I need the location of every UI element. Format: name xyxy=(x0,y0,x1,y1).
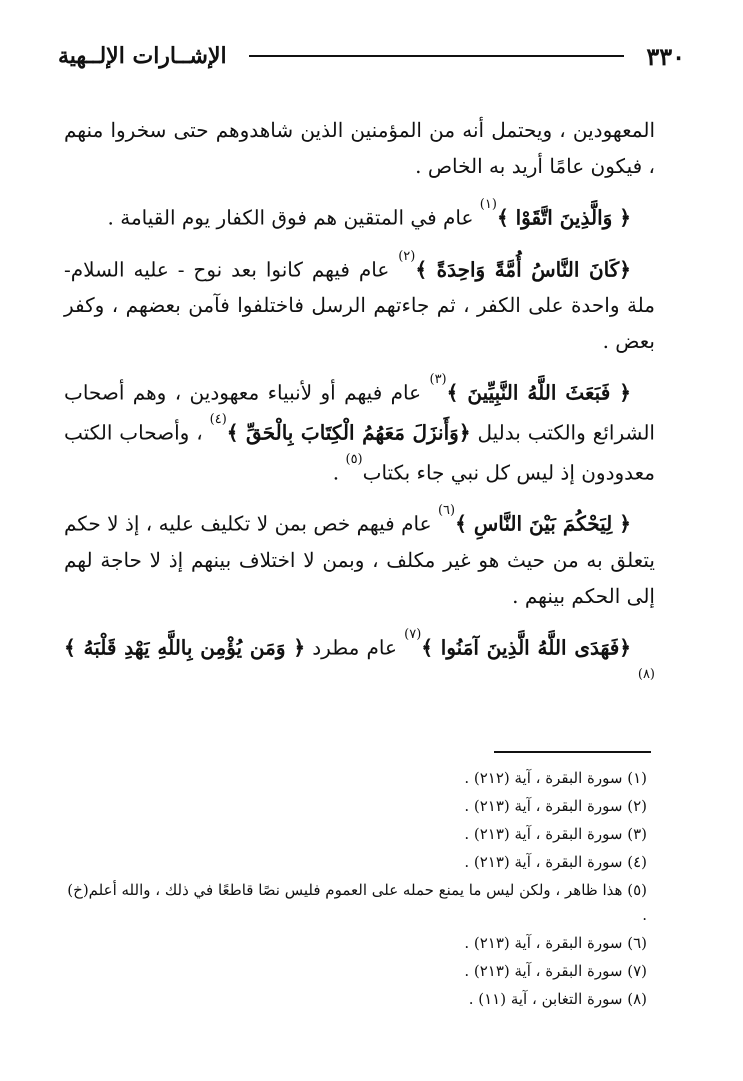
footnote-8: (٨) سورة التغابن ، آية (١١) . xyxy=(468,990,647,1008)
quran-verse: ﴿وَأَنزَلَ مَعَهُمُ الْكِتَابَ بِالْحَقِّ ﴾ xyxy=(226,420,471,445)
footnote-ref: (٣) xyxy=(429,372,447,388)
footnote-3: (٣) سورة البقرة ، آية (٢١٣) . xyxy=(464,825,647,843)
paragraph-1: المعهودين ، ويحتمل أنه من المؤمنين الذين شاهدوهم حتى سخروا منهم ، فيكون عامًا أريد به الخاص . xyxy=(64,118,655,178)
footnote-ref: (٤) xyxy=(209,411,227,427)
quran-verse: ﴿فَهَدَى اللَّهُ الَّذِينَ آمَنُوا ﴾ xyxy=(421,635,631,660)
paragraph-4 xyxy=(64,371,655,490)
footnote-ref: (٧) xyxy=(404,626,422,642)
footnote-ref: (٦) xyxy=(437,503,456,519)
paragraph-6 xyxy=(64,626,655,705)
header-rule xyxy=(249,55,625,57)
paragraph-text: عام فيهم كانوا بعد نوح - عليه السلام- ملة واحدة على الكفر ، ثم جاءتهم الرسل فاختلفوا فآمن بعضهم ، وكفر بعض . xyxy=(64,257,655,354)
footnote-5: (٥) هذا ظاهر ، ولكن ليس ما يمنع حمله على العموم فليس نصًا قاطعًا في ذلك ، والله أعلم(خ) . xyxy=(67,881,647,924)
quran-verse: ﴿ لِيَحْكُمَ بَيْنَ النَّاسِ ﴾ xyxy=(455,511,632,536)
quran-verse: ﴿ وَالَّذِينَ اتَّقَوْا ﴾ xyxy=(496,205,631,230)
body-text xyxy=(64,112,655,717)
paragraph-text: عام فيهم أو لأنبياء معهودين ، وهم أصحاب الشرائع والكتب بدليل xyxy=(64,380,655,445)
footnote-6: (٦) سورة البقرة ، آية (٢١٣) . xyxy=(464,934,647,952)
running-title: الإشــارات الإلــهية xyxy=(58,43,227,69)
paragraph-text: عام في المتقين هم فوق الكفار يوم القيامة . xyxy=(107,205,480,230)
footnote-1: (١) سورة البقرة ، آية (٢١٢) . xyxy=(464,769,647,787)
paragraph-5 xyxy=(64,502,655,614)
footnotes xyxy=(64,766,647,1015)
paragraph-text: عام فيهم خص بمن لا تكليف عليه ، إذ لا حكم يتعلق به من حيث هو غير مكلف ، وبمن لا اختلاف بينهم إذ لا حاجة لهم إلى الحكم بينهم . xyxy=(64,511,655,608)
paragraph-3 xyxy=(64,248,655,360)
quran-verse: ﴿كَانَ النَّاسُ أُمَّةً وَاحِدَةً ﴾ xyxy=(415,257,631,282)
quran-verse: ﴿ فَبَعَثَ اللَّهُ النَّبِيِّينَ ﴾ xyxy=(446,380,631,405)
quran-verse: ﴿ وَمَن يُؤْمِن بِاللَّهِ يَهْدِ قَلْبَهُ ﴾ xyxy=(64,635,306,660)
footnote-ref: (٨) xyxy=(637,666,655,682)
paragraph-text: . xyxy=(332,460,346,485)
paragraph-text: ، وأصحاب الكتب معدودون إذ ليس كل نبي جاء بكتاب xyxy=(64,420,655,485)
paragraph-2 xyxy=(64,196,655,236)
paragraph-text: عام مطرد xyxy=(305,635,405,660)
footnote-4: (٤) سورة البقرة ، آية (٢١٣) . xyxy=(464,853,647,871)
footnote-2: (٢) سورة البقرة ، آية (٢١٣) . xyxy=(464,797,647,815)
page-header xyxy=(58,38,685,74)
footnote-ref: (٥) xyxy=(345,451,363,467)
footnote-ref: (١) xyxy=(479,197,497,212)
footnote-separator xyxy=(494,751,651,753)
footnote-7: (٧) سورة البقرة ، آية (٢١٣) . xyxy=(464,962,647,980)
page-number: ٣٣٠ xyxy=(646,41,685,71)
footnote-ref: (٢) xyxy=(398,248,416,264)
